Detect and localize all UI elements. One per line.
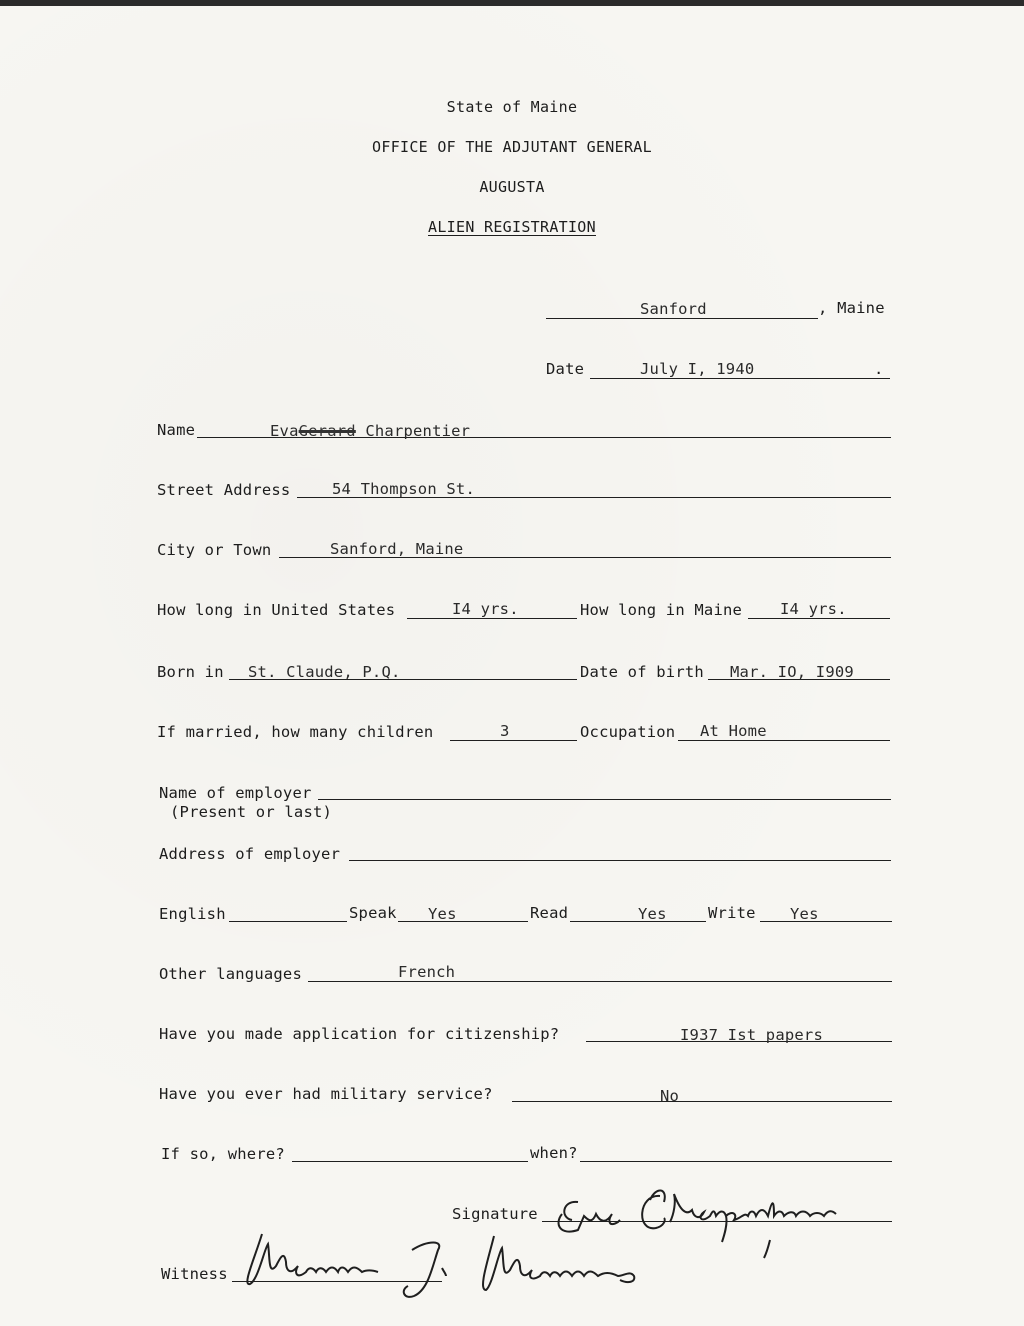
military-value: No — [660, 1087, 680, 1105]
header-state: State of Maine — [446, 98, 578, 116]
surname: Charpentier — [365, 422, 471, 440]
speak-value: Yes — [428, 905, 457, 923]
english-label: English — [159, 905, 226, 923]
first-name: Eva — [270, 422, 299, 440]
military-label: Have you ever had military service? — [159, 1085, 493, 1103]
where-line — [292, 1161, 528, 1162]
how-long-maine-value: I4 yrs. — [780, 600, 847, 618]
employer-line — [318, 799, 891, 800]
date-period: . — [874, 360, 884, 378]
occupation-label: Occupation — [580, 723, 676, 741]
write-line — [760, 921, 892, 922]
header-office: OFFICE OF THE ADJUTANT GENERAL — [372, 138, 652, 156]
employer-label: Name of employer — [159, 784, 312, 802]
read-value: Yes — [638, 905, 667, 923]
city-label: City or Town — [157, 541, 272, 559]
how-long-maine-line — [748, 618, 890, 619]
when-label: when? — [530, 1144, 578, 1162]
struck-name: Gerard — [298, 422, 356, 440]
how-long-us-line — [407, 618, 577, 619]
citizenship-label: Have you made application for citizenship? — [159, 1025, 560, 1043]
date-value: July I, 1940 — [640, 360, 755, 378]
children-label: If married, how many children — [157, 723, 434, 741]
citizenship-value: I937 Ist papers — [680, 1026, 823, 1044]
children-line — [450, 740, 577, 741]
other-languages-value: French — [398, 963, 456, 981]
employer-address-line — [349, 860, 891, 861]
children-value: 3 — [500, 722, 510, 740]
witness-label: Witness — [161, 1265, 228, 1283]
scan-top-edge — [0, 0, 1024, 6]
date-label: Date — [546, 360, 585, 378]
occupation-line — [678, 740, 890, 741]
state-suffix: , Maine — [818, 299, 885, 317]
name-label: Name — [157, 421, 196, 439]
occupation-value: At Home — [700, 722, 767, 740]
employer-sublabel: (Present or last) — [170, 803, 333, 821]
street-address-label: Street Address — [157, 481, 291, 499]
dob-value: Mar. IO, I909 — [730, 663, 854, 681]
form-title: ALIEN REGISTRATION — [428, 218, 596, 236]
born-in-value: St. Claude, P.Q. — [248, 663, 401, 681]
town-line — [546, 318, 818, 319]
signature-label: Signature — [452, 1205, 538, 1223]
write-label: Write — [708, 904, 756, 922]
how-long-maine-label: How long in Maine — [580, 601, 743, 619]
city-value: Sanford, Maine — [330, 540, 464, 558]
how-long-us-value: I4 yrs. — [452, 600, 519, 618]
header-city: AUGUSTA — [479, 178, 545, 196]
speak-label: Speak — [349, 904, 397, 922]
where-label: If so, where? — [161, 1145, 285, 1163]
name-value — [270, 422, 470, 440]
date-line — [590, 378, 890, 379]
speak-line — [398, 921, 528, 922]
english-line — [229, 921, 347, 922]
read-label: Read — [530, 904, 569, 922]
dob-label: Date of birth — [580, 663, 704, 681]
witness-handwriting — [232, 1220, 672, 1310]
town-value: Sanford — [640, 300, 707, 318]
when-line — [580, 1161, 892, 1162]
other-languages-label: Other languages — [159, 965, 302, 983]
born-in-label: Born in — [157, 663, 224, 681]
other-languages-line — [308, 981, 892, 982]
military-line — [512, 1101, 892, 1102]
write-value: Yes — [790, 905, 819, 923]
street-address-value: 54 Thompson St. — [332, 480, 475, 498]
employer-address-label: Address of employer — [159, 845, 341, 863]
how-long-us-label: How long in United States — [157, 601, 396, 619]
